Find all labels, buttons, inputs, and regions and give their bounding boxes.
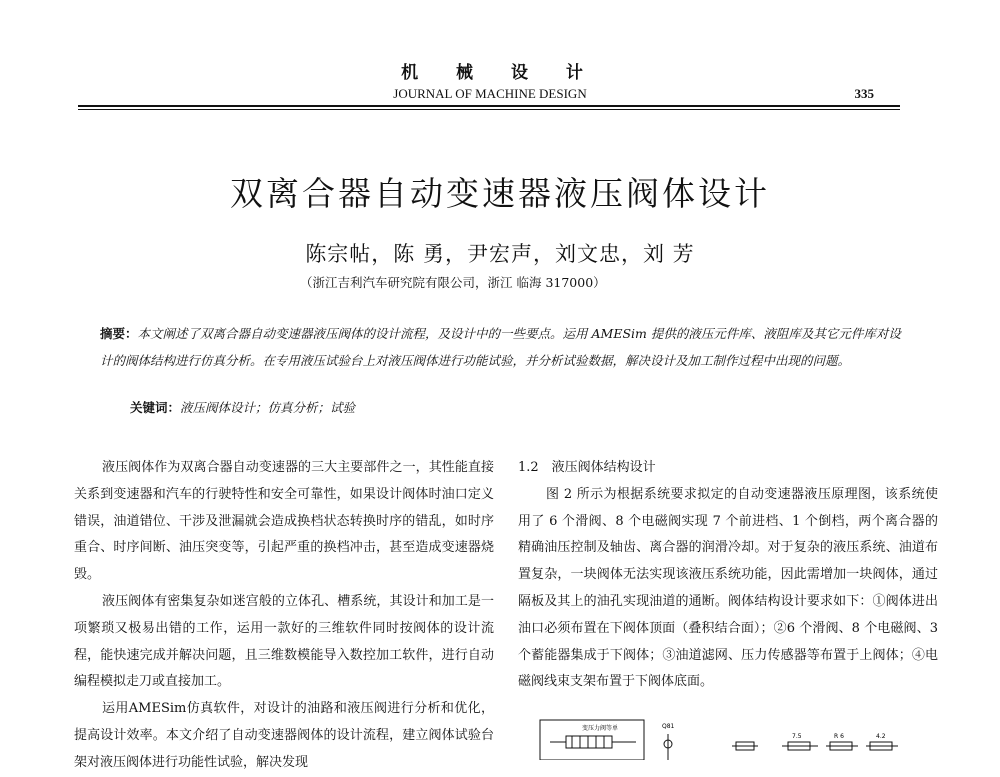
figure-label-a: 变压力阀等单 [582,725,619,732]
keywords [130,398,830,416]
figure-label-d: R 6 [834,733,844,740]
keywords-label: 关键词： [130,400,181,415]
page-number: 335 [854,86,874,101]
abstract [100,320,905,374]
left-paragraph-2: 液压阀体有密集复杂如迷宫般的立体孔、槽系统，其设计和加工是一项繁琐又极易出错的工作，运用一款好的三维软件同时按阀体的设计流程，能快速完成并解决问题，且三维数模能导入数控加工软件，进行自动编程模拟走刀或直接加工。 [74,593,494,690]
left-column [74,455,494,777]
left-paragraph-1: 液压阀体作为双离合器自动变速器的三大主要部件之一，其性能直接关系到变速器和汽车的行驶特性和安全可靠性，如果设计阀体时油口定义错误，油道错位、干涉及泄漏就会造成换档状态转换时序的错乱，如时序重合、时序间断、油压突变等，引起严重的换档冲击，甚至造成变速器烧毁。 [74,460,494,583]
left-paragraph-3: 运用AMESim仿真软件，对设计的油路和液压阀进行分析和优化，提高设计效率。本文介绍了自动变速器阀体的设计流程，建立阀体试验台架对液压阀体进行功能性试验，解决发现 [74,701,494,770]
figure-label-b: Q81 [662,723,675,730]
section-heading-1-2: 1.2 液压阀体结构设计 [518,460,656,475]
figure-label-e: 4.2 [876,733,886,740]
right-column [518,455,938,696]
right-paragraph-1: 图 2 所示为根据系统要求拟定的自动变速器液压原理图，该系统使用了 6 个滑阀、8 个电磁阀实现 7 个前进档、1 个倒档，两个离合器的精确油压控制及轴齿、离合器的润滑冷却。对于复杂的液压系统、油道布置复杂，一块阀体无法实现该液压系统功能，因此需增加一块阀体，通过隔板及其上的油孔实现油道的通断。阀体结构设计要求如下：①阀体进出油口必须布置在下阀体顶面（叠积结合面）；②6 个滑阀、8 个电磁阀、3 个蓄能器集成于下阀体；③油道滤网、压力传感器等布置于上阀体；④电磁阀线束支架布置于下阀体底面。 [518,486,938,690]
figure-valve-block [566,736,612,748]
header-rule-thin [78,109,900,110]
journal-title-cn: 机 械 设 计 [401,63,599,83]
paper-title: 双离合器自动变速器液压阀体设计 [230,174,770,213]
figure-label-c: 7.5 [792,733,802,740]
paper-authors: 陈宗帖，陈 勇，尹宏声，刘文忠，刘 芳 [305,242,695,266]
header-rule-thick [78,105,900,107]
abstract-text: 本文阐述了双离合器自动变速器液压阀体的设计流程，及设计中的一些要点。运用 AMESim 提供的液压元件库、液阻库及其它元件库对设计的阀体结构进行仿真分析。在专用液压试验台上对液压阀体进行功能试验，并分析试验数据，解决设计及加工制作过程中出现的问题。 [100,326,901,368]
keywords-text: 液压阀体设计；仿真分析；试验 [180,400,356,415]
journal-title-en: JOURNAL OF MACHINE DESIGN [393,86,587,101]
abstract-label: 摘要： [100,326,138,341]
hydraulic-schematic-figure [536,716,906,760]
paper-affiliation: （浙江吉利汽车研究院有限公司，浙江 临海 317000） [300,275,606,290]
